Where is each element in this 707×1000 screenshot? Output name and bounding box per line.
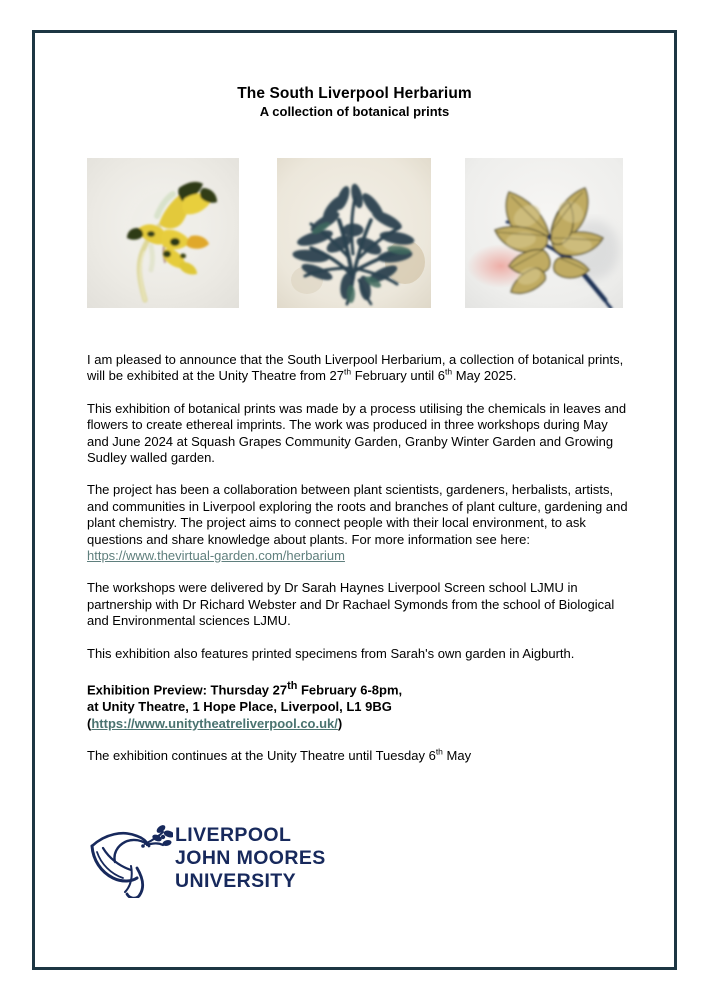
exhibition-preview-block: [87, 678, 632, 732]
ljmu-logo: [87, 820, 347, 900]
liver-bird-icon: [87, 822, 173, 898]
page-title: The South Liverpool Herbarium: [237, 85, 472, 102]
title-block: [32, 84, 677, 121]
virtual-garden-link[interactable]: https://www.thevirtual-garden.com/herbarium: [87, 548, 345, 564]
paragraph-continues: [87, 748, 632, 764]
para1-text-b: February until 6: [351, 368, 446, 384]
para6-sup-a: th: [435, 746, 443, 757]
logo-line-johnmoores: JOHN MOORES: [175, 847, 326, 869]
body-text: [87, 352, 632, 781]
dark-fern-print: [277, 158, 431, 308]
preview-text-b: February 6-8pm,: [297, 682, 403, 698]
paragraph-workshops: The workshops were delivered by Dr Sarah Haynes Liverpool Screen school LJMU in partnership with Dr Richard Webster and Dr Rachael Symonds from the school of Biological and Environmental sciences LJMU.: [87, 580, 615, 629]
unity-theatre-link[interactable]: https://www.unitytheatreliverpool.co.uk/: [91, 715, 338, 731]
para6-text-b: May: [442, 748, 472, 764]
logo-line-university: UNIVERSITY: [175, 870, 297, 892]
ljmu-wordmark: [175, 824, 326, 893]
para3-text: The project has been a collaboration between plant scientists, gardeners, herbalists, artists, and communities in Liverpool exploring the roots and branches of plant culture, gardening and plant chemistry. The project aims to connect people with their local environment, to ask questions and share knowledge about plants. For more information see here:: [87, 482, 628, 547]
paragraph-collaboration: [87, 482, 632, 564]
para1-sup-b: th: [445, 367, 453, 378]
ochre-leaf-print: [465, 158, 623, 308]
paragraph-process: This exhibition of botanical prints was made by a process utilising the chemicals in leaves and flowers to create ethereal imprints. The work was produced in three workshops during May and June 2024 at Squash Grapes Community Garden, Granby Winter Garden and Growing Sudley walled garden.: [87, 400, 627, 466]
preview-line-venue: at Unity Theatre, 1 Hope Place, Liverpool, L1 9BG: [87, 699, 392, 715]
paren-close: ): [337, 715, 343, 731]
paragraph-announcement: [87, 352, 632, 385]
para1-text-a: I am pleased to announce that the South Liverpool Herbarium, a collection of botanical prints, will be exhibited at the Unity Theatre from 27: [87, 352, 624, 384]
document-page: [32, 30, 677, 970]
preview-text-a: Exhibition Preview: Thursday 27: [87, 682, 288, 698]
paragraph-specimens: This exhibition also features printed specimens from Sarah's own garden in Aigburth.: [87, 645, 575, 661]
paren-open: (: [87, 715, 92, 731]
para6-text-a: The exhibition continues at the Unity Theatre until Tuesday 6: [87, 748, 436, 764]
para1-text-c: May 2025.: [452, 368, 517, 384]
preview-sup: th: [287, 680, 298, 693]
yellow-flower-print: [87, 158, 239, 308]
para1-sup-a: th: [344, 367, 352, 378]
preview-line-link: [87, 716, 632, 733]
preview-line-datetime: [87, 678, 632, 699]
page-subtitle: A collection of botanical prints: [259, 104, 450, 119]
image-gallery: [32, 158, 677, 310]
logo-line-liverpool: LIVERPOOL: [175, 824, 292, 846]
